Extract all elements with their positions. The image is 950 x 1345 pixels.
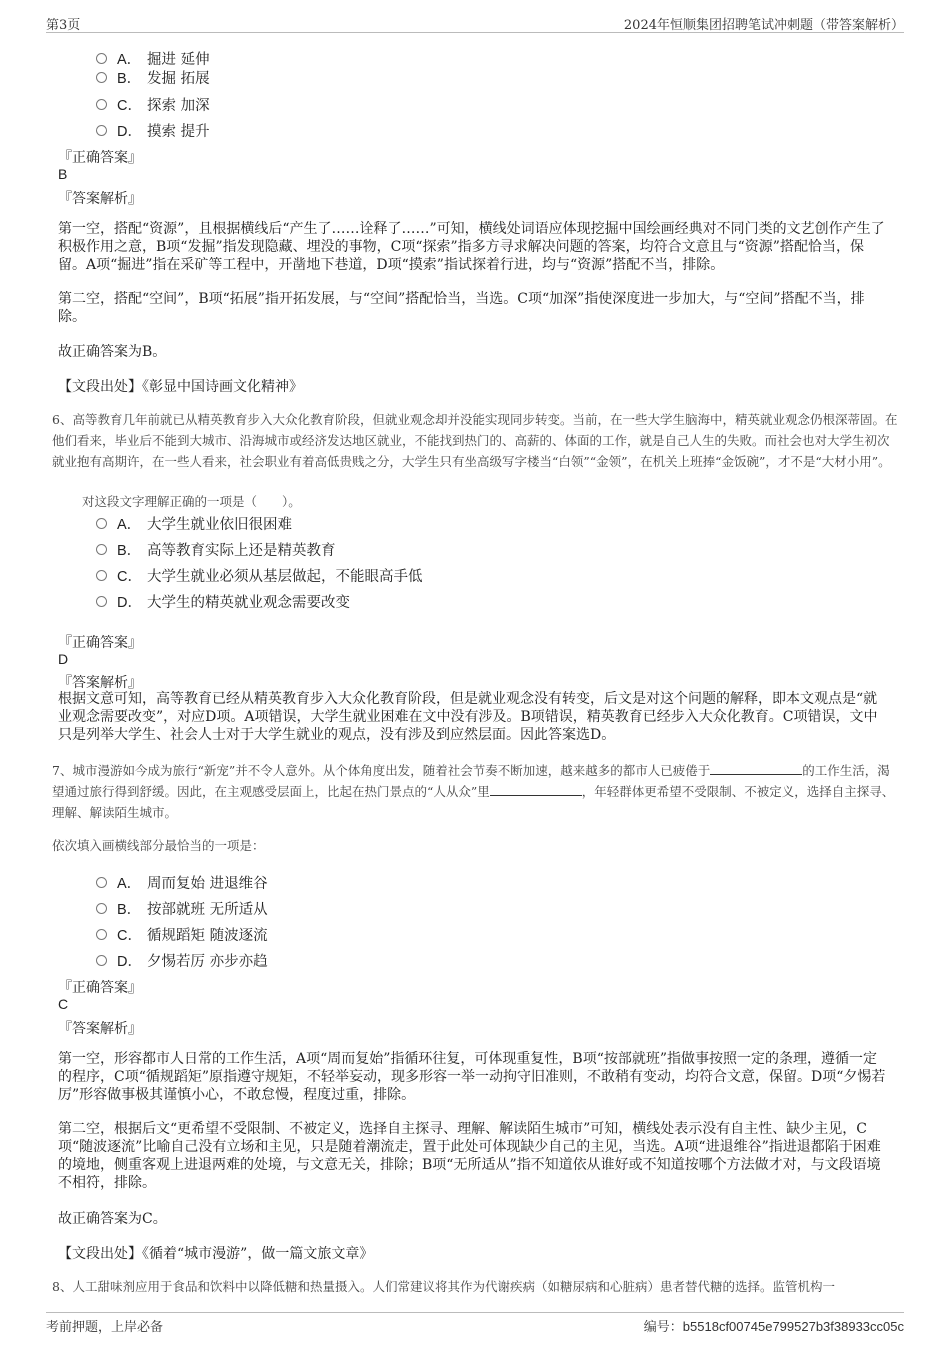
radio-icon[interactable] <box>96 53 107 64</box>
q7-option-c[interactable]: C． 循规蹈矩 随波逐流 <box>96 924 268 945</box>
correct-answer: D <box>58 651 69 667</box>
question-stem: 7、城市漫游如今成为旅行“新宠”并不令人意外。从个体角度出发，随着社会节奏不断加速，越来越多的都市人已疲倦于 的工作生活，渴望通过旅行得到舒缓。因此，在主观感受层面上，比起在热门景点的“人从众”里 ，年轻群体更希望不受限制、不被定义，选择自主探寻、理解、解读陌生城市。 <box>52 763 895 820</box>
page-header <box>46 12 904 33</box>
correct-answer-label: 『正确答案』 <box>58 150 142 166</box>
source-citation: 【文段出处】《循着“城市漫游”，做一篇文旅文章》 <box>58 1246 374 1262</box>
correct-answer: C <box>58 996 69 1012</box>
analysis-paragraph: 第一空，搭配“资源”，且根据横线后“产生了……诠释了……”可知，横线处词语应体现挖掘中国绘画经典对不同门类的文艺创作产生了积极作用之意，B项“发掘”指发现隐藏、埋没的事物，C项“探索”指多方寻求解决问题的答案，均符合文意且与“资源”搭配恰当，保留。A项“掘进”指在采矿等工程中，开凿地下巷道，D项“摸索”指试探着行进，均与“资源”搭配不当，排除。 <box>58 221 885 273</box>
q5-option-d[interactable]: D． 摸索 提升 <box>96 120 210 141</box>
q5-option-c[interactable]: C． 探索 加深 <box>96 94 210 115</box>
radio-icon[interactable] <box>96 99 107 110</box>
radio-icon[interactable] <box>96 72 107 83</box>
source-citation: 【文段出处】《彰显中国诗画文化精神》 <box>58 379 303 395</box>
radio-icon[interactable] <box>96 125 107 136</box>
correct-answer: B <box>58 166 68 182</box>
analysis-conclusion: 故正确答案为B。 <box>58 344 167 360</box>
document-title: 2024年恒顺集团招聘笔试冲刺题（带答案解析） <box>623 18 904 33</box>
analysis-conclusion: 故正确答案为C。 <box>58 1211 167 1227</box>
q7-option-d[interactable]: D． 夕惕若厉 亦步亦趋 <box>96 950 268 971</box>
radio-icon[interactable] <box>96 570 107 581</box>
radio-icon[interactable] <box>96 903 107 914</box>
radio-icon[interactable] <box>96 544 107 555</box>
document-code: 编号：b5518cf00745e799527b3f38933cc05c <box>643 1319 904 1335</box>
analysis-label: 『答案解析』 <box>58 191 142 207</box>
radio-icon[interactable] <box>96 596 107 607</box>
q6-option-b[interactable]: B． 高等教育实际上还是精英教育 <box>96 539 336 560</box>
q5-option-b[interactable]: B． 发掘 拓展 <box>96 67 210 88</box>
q6-option-d[interactable]: D． 大学生的精英就业观念需要改变 <box>96 591 350 612</box>
radio-icon[interactable] <box>96 877 107 888</box>
question-prompt: 对这段文字理解正确的一项是（ ）。 <box>82 494 301 509</box>
q6-option-c[interactable]: C． 大学生就业必须从基层做起，不能眼高手低 <box>96 565 423 586</box>
radio-icon[interactable] <box>96 929 107 940</box>
page-number: 第3页 <box>46 18 81 33</box>
analysis-label: 『答案解析』 <box>58 1021 142 1037</box>
question-prompt: 依次填入画横线部分最恰当的一项是： <box>52 838 265 853</box>
analysis-paragraph: 第一空，形容都市人日常的工作生活，A项“周而复始”指循环往复，可体现重复性，B项“按部就班”指做事按照一定的条理，遵循一定的程序，C项“循规蹈矩”原指遵守规矩，不轻举妄动，现多形容一举一动拘守旧准则，不敢稍有变动，均符合文意，保留。D项“夕惕若厉”形容做事极其谨慎小心，不敢怠慢，程度过重，排除。 <box>58 1051 886 1103</box>
page-footer <box>46 1312 904 1333</box>
footer-slogan: 考前押题，上岸必备 <box>46 1320 164 1335</box>
question-stem: 6、高等教育几年前就已从精英教育步入大众化教育阶段，但就业观念却并没能实现同步转变。当前，在一些大学生脑海中，精英就业观念仍根深蒂固。在他们看来，毕业后不能到大城市、沿海城市或经济发达地区就业，不能找到热门的、高薪的、体面的工作，就是自己人生的失败。而社会也对大学生初次就业抱有高期许，在一些人看来，社会职业有着高低贵贱之分，大学生只有坐高级写字楼当“白领”“金领”，在机关上班捧“金饭碗”，才不是“大材小用”。 <box>52 412 898 469</box>
q7-option-b[interactable]: B． 按部就班 无所适从 <box>96 898 268 919</box>
q7-option-a[interactable]: A． 周而复始 进退维谷 <box>96 872 268 893</box>
radio-icon[interactable] <box>96 955 107 966</box>
analysis-label: 『答案解析』 <box>58 675 142 691</box>
q5-option-a[interactable]: A． 掘进 延伸 <box>96 48 210 69</box>
question-stem: 8、人工甜味剂应用于食品和饮料中以降低糖和热量摄入。人们常建议将其作为代谢疾病（如糖尿病和心脏病）患者替代糖的选择。监管机构一 <box>52 1279 835 1294</box>
fill-blank <box>490 782 582 796</box>
correct-answer-label: 『正确答案』 <box>58 980 142 996</box>
q6-option-a[interactable]: A． 大学生就业依旧很困难 <box>96 513 292 534</box>
fill-blank <box>710 761 802 775</box>
correct-answer-label: 『正确答案』 <box>58 635 142 651</box>
analysis-paragraph: 根据文意可知，高等教育已经从精英教育步入大众化教育阶段，但是就业观念没有转变，后文是对这个问题的解释，即本文观点是“就业观念需要改变”，对应D项。A项错误，大学生就业困难在文中没有涉及。B项错误，精英教育已经步入大众化教育。C项错误，文中只是列举大学生、社会人士对于大学生就业的观点，没有涉及到应然层面。因此答案选D。 <box>58 691 878 743</box>
analysis-paragraph: 第二空，根据后文“更希望不受限制、不被定义，选择自主探寻、理解、解读陌生城市”可知，横线处表示没有自主性、缺少主见，C项“随波逐流”比喻自己没有立场和主见，只是随着潮流走，置于此处可体现缺少自己的主见，当选。A项“进退维谷”指进退都陷于困难的境地，侧重客观上进退两难的处境，与文意无关，排除；B项“无所适从”指不知道依从谁好或不知道按哪个方法做才对，与文段语境不相符，排除。 <box>58 1121 881 1191</box>
radio-icon[interactable] <box>96 518 107 529</box>
analysis-paragraph: 第二空，搭配“空间”，B项“拓展”指开拓发展，与“空间”搭配恰当，当选。C项“加深”指使深度进一步加大，与“空间”搭配不当，排除。 <box>58 291 865 325</box>
